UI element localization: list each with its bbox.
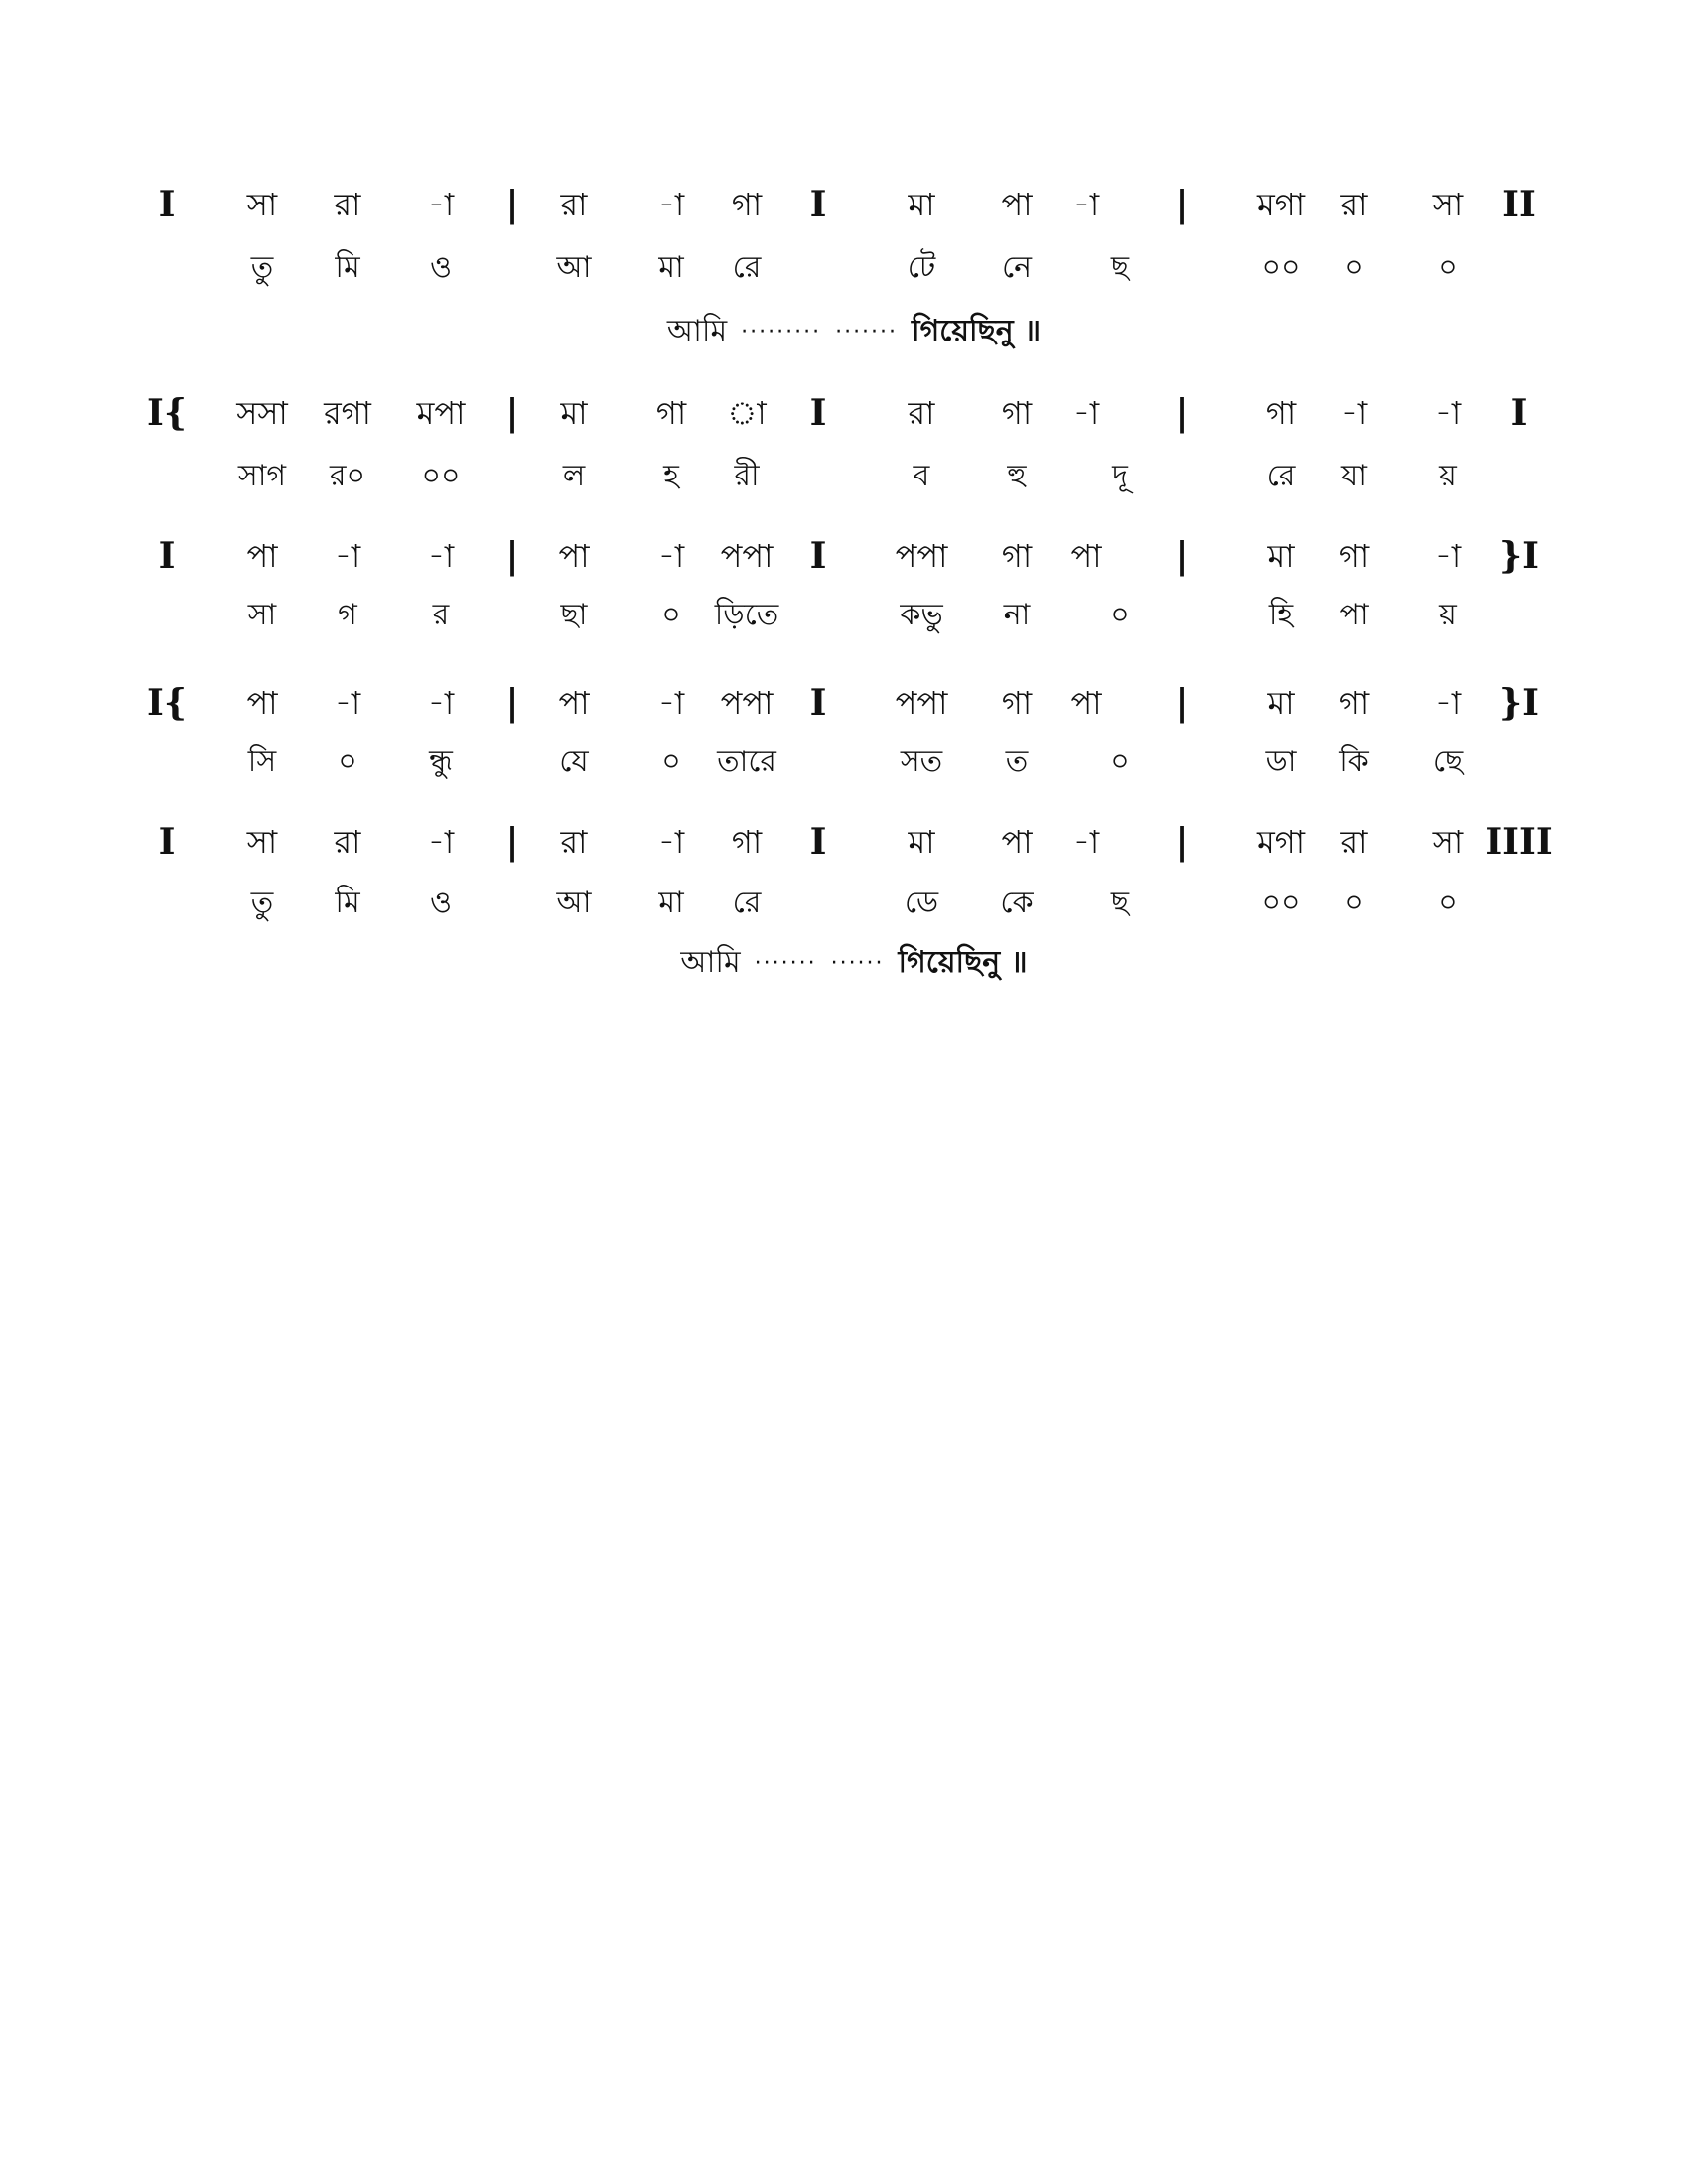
lyric-syllable: মা — [658, 250, 684, 285]
lyric-syllable: তু — [250, 250, 274, 285]
lyric-syllable: ব — [913, 459, 930, 493]
refrain-dots1: ········· — [741, 319, 822, 344]
lyric-syllable: ০০ — [1261, 250, 1301, 285]
start-bar: I{ — [147, 682, 187, 724]
note-2: -া — [334, 537, 361, 575]
note-2: রগা — [324, 394, 371, 432]
start-bar: I{ — [147, 392, 187, 434]
lyric-syllable: দূ — [1112, 459, 1128, 493]
beat-bar: | — [505, 682, 519, 724]
lyric-syllable: য় — [1439, 598, 1457, 632]
note-12: -া — [1434, 394, 1462, 432]
note-10: মগা — [1256, 186, 1306, 223]
lyric-syllable: আ — [556, 250, 592, 285]
lyric-syllable: মি — [335, 250, 360, 285]
note-3: -া — [427, 823, 455, 861]
beat-bar: | — [505, 184, 519, 225]
lyric-syllable: না — [1003, 598, 1031, 632]
lyric-syllable: রী — [734, 459, 760, 493]
notation-row — [0, 673, 1688, 733]
notation-row — [0, 812, 1688, 872]
note-6: পপা — [720, 684, 774, 722]
lyric-syllable: র০ — [329, 459, 366, 493]
note-6: গা — [731, 186, 763, 223]
beat-bar: | — [1175, 821, 1189, 863]
start-bar: I — [158, 184, 176, 225]
start-bar: I — [158, 535, 176, 577]
note-12: -া — [1434, 684, 1462, 722]
lyric-syllable: সি — [247, 745, 277, 779]
lyric-syllable: ০০ — [1261, 886, 1301, 920]
beat-bar: | — [1175, 184, 1189, 225]
note-5: -া — [657, 186, 685, 223]
lyric-syllable: র — [432, 598, 450, 632]
notation-row — [0, 175, 1688, 234]
mid-bar: I — [809, 535, 827, 577]
note-10: গা — [1265, 394, 1297, 432]
note-4: মা — [560, 394, 588, 432]
lyric-row — [0, 586, 1688, 645]
lyric-syllable: ছ — [1110, 886, 1130, 920]
note-4: পা — [558, 537, 590, 575]
lyric-syllable: পা — [1339, 598, 1369, 632]
note-4: রা — [560, 186, 588, 223]
note-11: গা — [1338, 684, 1370, 722]
note-1: সা — [246, 186, 278, 223]
refrain-start: আমি — [666, 313, 728, 348]
beat-bar: | — [505, 821, 519, 863]
lyric-syllable: নে — [1001, 250, 1033, 285]
lyric-syllable: গ — [338, 598, 357, 632]
refrain-end: গিয়েছিনু ॥ — [898, 944, 1028, 980]
note-8: গা — [1001, 537, 1033, 575]
lyric-syllable: ও — [429, 250, 453, 285]
lyric-syllable: রে — [732, 886, 762, 920]
lyric-syllable: রে — [1266, 459, 1296, 493]
lyric-syllable: ০ — [1438, 886, 1458, 920]
note-6: পপা — [720, 537, 774, 575]
lyric-syllable: ডে — [904, 886, 939, 920]
refrain-dots2: ······ — [830, 950, 885, 976]
note-12: সা — [1432, 823, 1464, 861]
lyric-syllable: ০ — [1344, 886, 1364, 920]
lyric-syllable: ০ — [661, 745, 681, 779]
lyric-syllable: হ — [663, 459, 679, 493]
refrain-line — [645, 933, 1062, 993]
lyric-syllable: ০ — [338, 745, 357, 779]
lyric-syllable: কে — [1000, 886, 1034, 920]
note-1: সসা — [236, 394, 288, 432]
note-10: মগা — [1256, 823, 1306, 861]
lyric-syllable: ০ — [1110, 745, 1130, 779]
lyric-row — [0, 447, 1688, 506]
note-5: গা — [655, 394, 687, 432]
beat-bar: | — [505, 535, 519, 577]
lyric-syllable: ডা — [1265, 745, 1297, 779]
lyric-syllable: কভু — [900, 598, 943, 632]
note-7: পপা — [895, 684, 948, 722]
lyric-syllable: হু — [1007, 459, 1027, 493]
note-6: া — [727, 394, 767, 432]
note-9: পা — [1070, 684, 1102, 722]
lyric-syllable: যা — [1341, 459, 1367, 493]
beat-bar: | — [505, 392, 519, 434]
mid-bar: I — [809, 821, 827, 863]
end-bar: }I — [1499, 535, 1539, 577]
lyric-syllable: ছে — [1432, 745, 1464, 779]
note-5: -া — [657, 537, 685, 575]
lyric-syllable: ত — [1005, 745, 1029, 779]
lyric-row — [0, 874, 1688, 933]
mid-bar: I — [809, 184, 827, 225]
note-6: গা — [731, 823, 763, 861]
lyric-syllable: যে — [559, 745, 589, 779]
note-12: সা — [1432, 186, 1464, 223]
mid-bar: I — [809, 682, 827, 724]
lyric-syllable: য় — [1439, 459, 1457, 493]
notation-row — [0, 526, 1688, 586]
refrain-line — [645, 302, 1062, 361]
lyric-syllable: ০ — [1110, 598, 1130, 632]
end-bar: IIII — [1485, 821, 1553, 863]
notation-row — [0, 383, 1688, 443]
note-9: -া — [1072, 186, 1100, 223]
lyric-row — [0, 733, 1688, 792]
lyric-syllable: তারে — [717, 745, 776, 779]
lyric-syllable: ০ — [1438, 250, 1458, 285]
lyric-syllable: ০ — [661, 598, 681, 632]
note-2: রা — [334, 186, 361, 223]
lyric-syllable: টে — [907, 250, 936, 285]
beat-bar: | — [1175, 392, 1189, 434]
lyric-syllable: ০ — [1344, 250, 1364, 285]
note-9: পা — [1070, 537, 1102, 575]
note-8: গা — [1001, 394, 1033, 432]
note-7: রা — [908, 394, 935, 432]
note-3: -া — [427, 684, 455, 722]
lyric-syllable: মা — [658, 886, 684, 920]
lyric-syllable: ল — [562, 459, 586, 493]
end-bar: }I — [1499, 682, 1539, 724]
note-3: -া — [427, 537, 455, 575]
note-4: রা — [560, 823, 588, 861]
note-10: মা — [1267, 537, 1295, 575]
note-10: মা — [1267, 684, 1295, 722]
lyric-syllable: সাগ — [237, 459, 287, 493]
note-8: গা — [1001, 684, 1033, 722]
end-bar: II — [1502, 184, 1536, 225]
note-9: -া — [1072, 823, 1100, 861]
beat-bar: | — [1175, 682, 1189, 724]
note-12: -া — [1434, 537, 1462, 575]
lyric-syllable: ছ — [1110, 250, 1130, 285]
note-7: মা — [908, 186, 935, 223]
lyric-syllable: ০০ — [421, 459, 461, 493]
beat-bar: | — [1175, 535, 1189, 577]
end-bar: I — [1510, 392, 1528, 434]
note-1: পা — [246, 684, 278, 722]
lyric-syllable: তু — [250, 886, 274, 920]
lyric-syllable: ন্ধু — [429, 745, 453, 779]
note-5: -া — [657, 684, 685, 722]
note-2: রা — [334, 823, 361, 861]
refrain-start: আমি — [680, 944, 741, 980]
lyric-syllable: আ — [556, 886, 592, 920]
note-11: গা — [1338, 537, 1370, 575]
note-8: পা — [1001, 823, 1033, 861]
mid-bar: I — [809, 392, 827, 434]
lyric-syllable: মি — [335, 886, 360, 920]
note-11: রা — [1340, 186, 1368, 223]
note-3: -া — [427, 186, 455, 223]
note-1: পা — [246, 537, 278, 575]
lyric-syllable: রে — [732, 250, 762, 285]
lyric-syllable: কি — [1339, 745, 1369, 779]
start-bar: I — [158, 821, 176, 863]
note-1: সা — [246, 823, 278, 861]
lyric-syllable: সত — [900, 745, 943, 779]
lyric-row — [0, 238, 1688, 298]
refrain-end: গিয়েছিনু ॥ — [912, 313, 1042, 348]
note-7: মা — [908, 823, 935, 861]
note-9: -া — [1072, 394, 1100, 432]
lyric-syllable: ও — [429, 886, 453, 920]
note-11: -া — [1340, 394, 1368, 432]
note-2: -া — [334, 684, 361, 722]
lyric-syllable: ড়িতে — [714, 598, 779, 632]
lyric-syllable: হি — [1268, 598, 1294, 632]
note-5: -া — [657, 823, 685, 861]
note-3: মপা — [416, 394, 466, 432]
note-11: রা — [1340, 823, 1368, 861]
lyric-syllable: ছা — [560, 598, 588, 632]
note-7: পপা — [895, 537, 948, 575]
refrain-dots2: ······· — [835, 319, 899, 344]
note-4: পা — [558, 684, 590, 722]
lyric-syllable: সা — [247, 598, 277, 632]
refrain-dots1: ······· — [754, 950, 817, 976]
note-8: পা — [1001, 186, 1033, 223]
